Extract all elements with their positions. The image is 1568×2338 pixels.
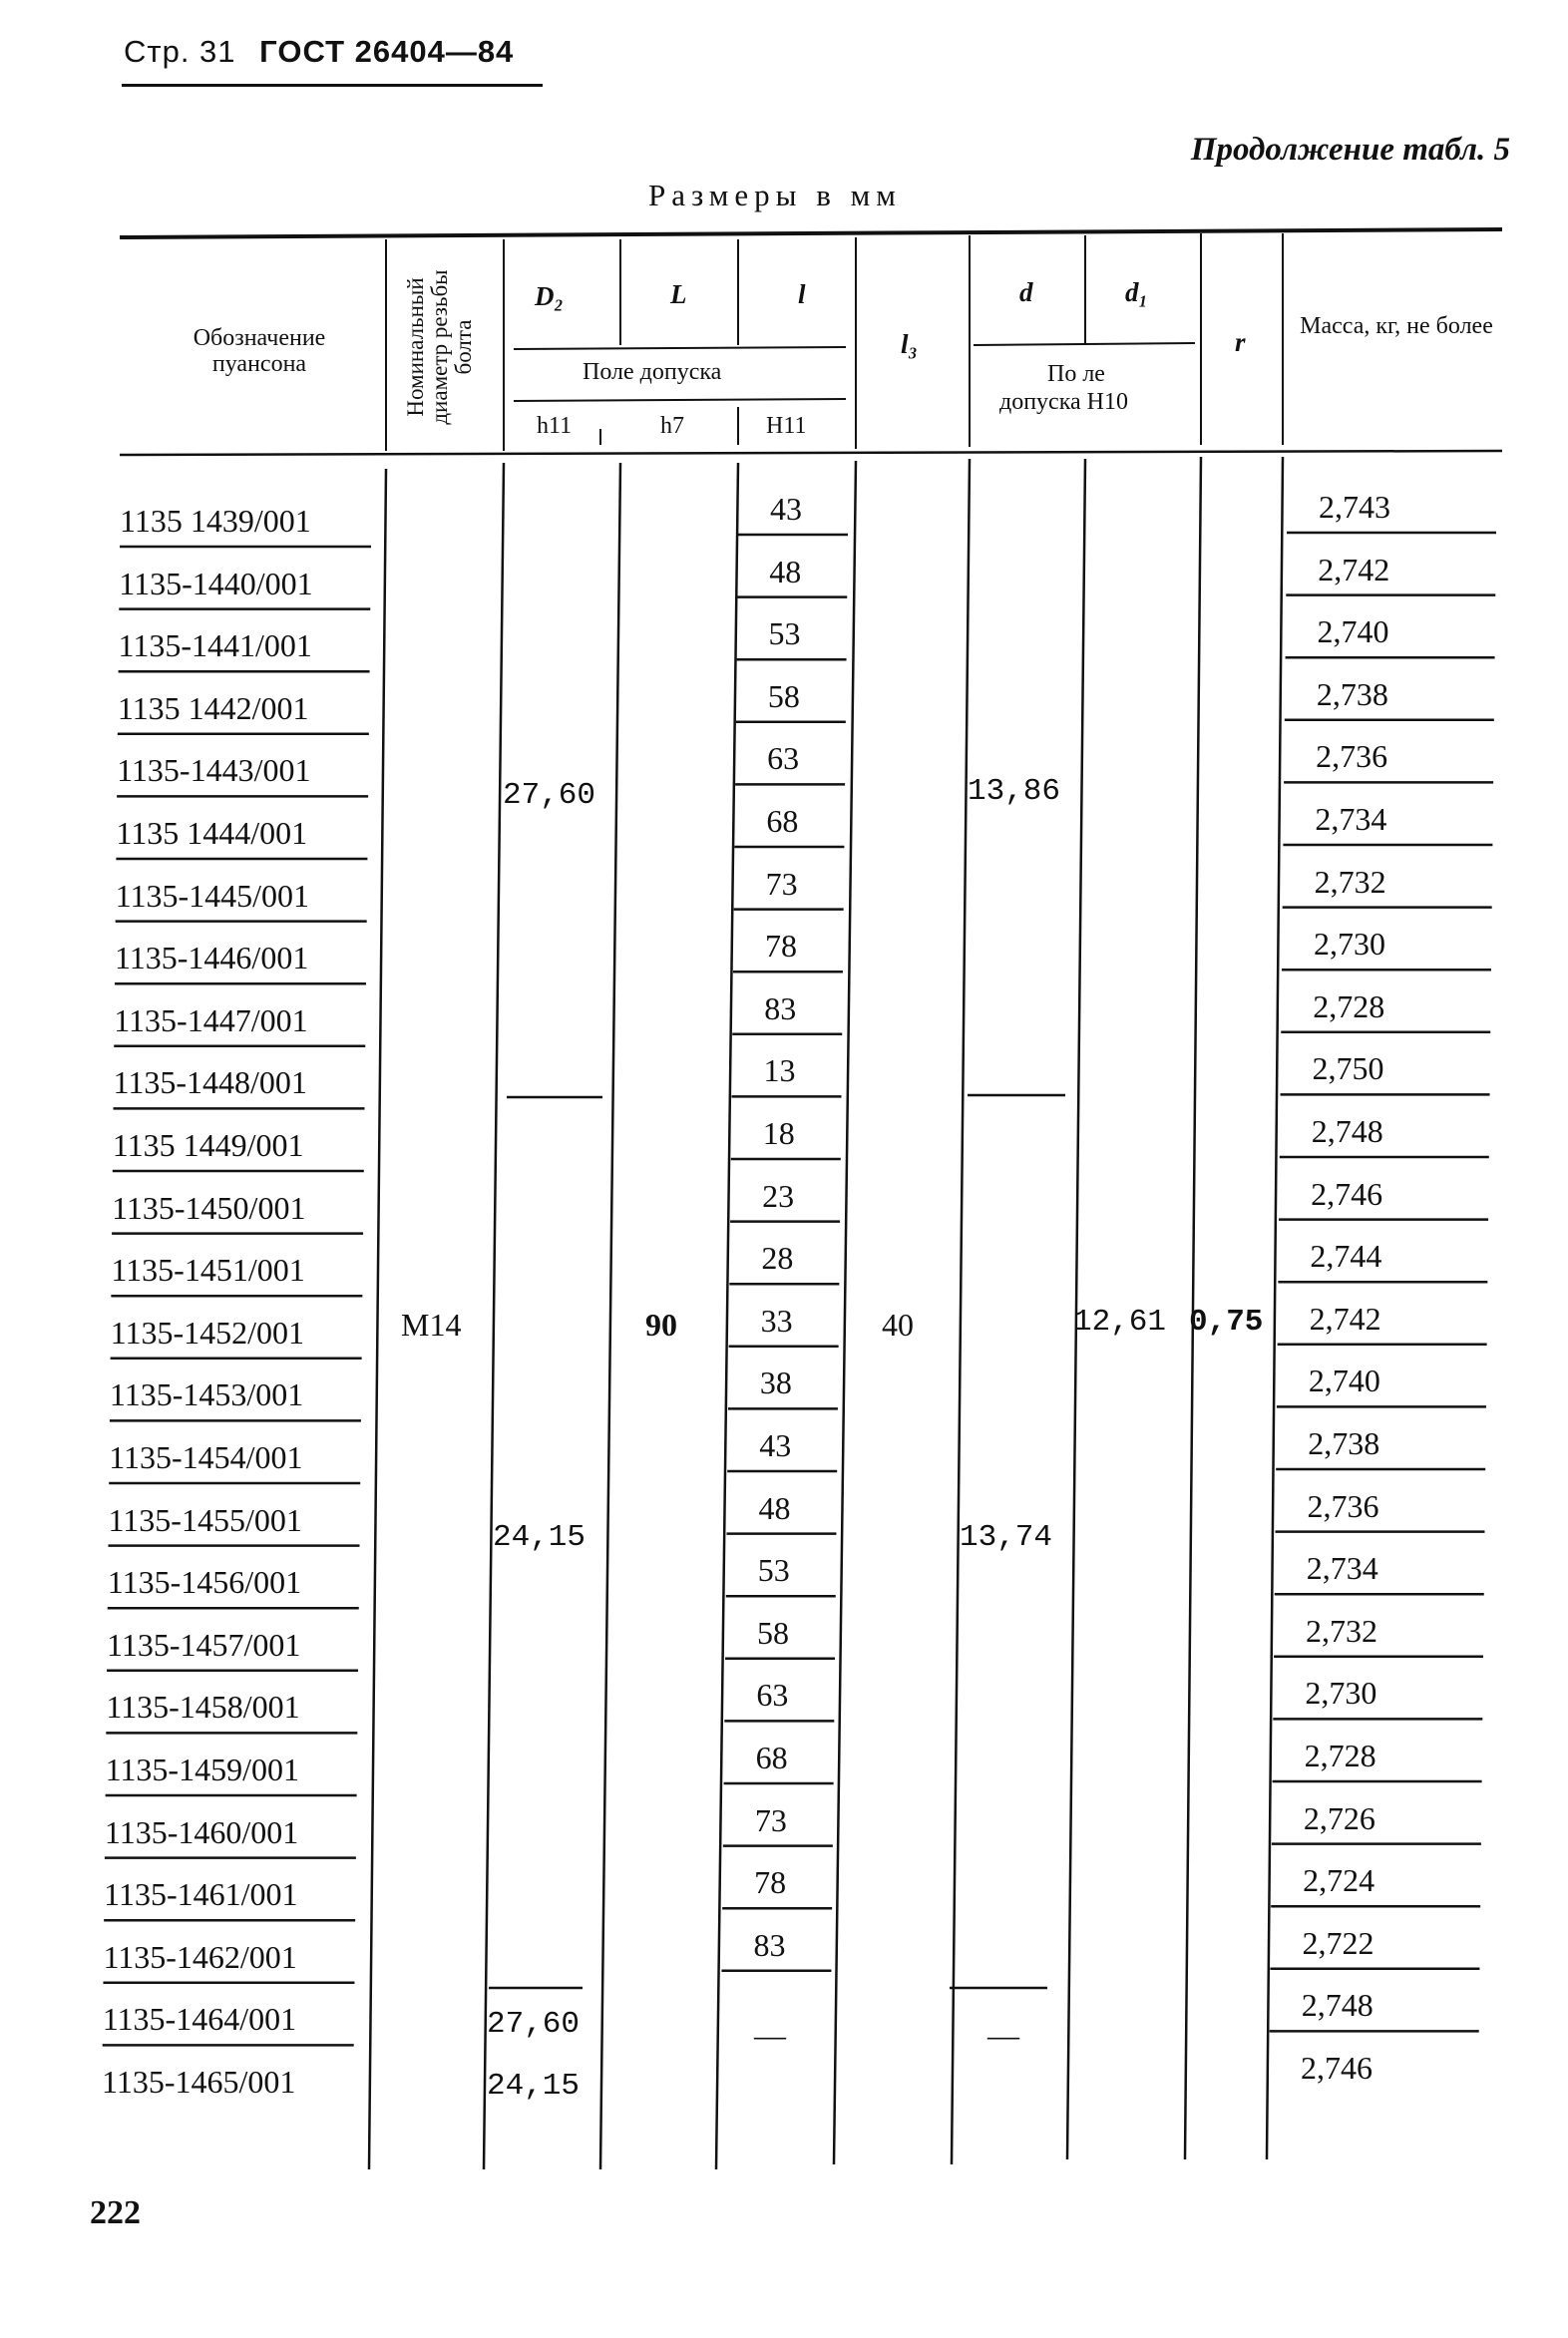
row-mass-value: 2,724: [1303, 1862, 1375, 1899]
row-mass-value: 2,730: [1313, 926, 1385, 963]
row-designation: 1135-1455/001: [108, 1501, 302, 1538]
tolerance-h11: h11: [537, 413, 573, 439]
row-mass-value: 2,744: [1310, 1238, 1382, 1275]
row-designation: 1135-1456/001: [107, 1564, 302, 1601]
D2-1464-value: 27,60: [487, 2007, 581, 2042]
tolerance-h10-line1: По ле: [1047, 361, 1105, 387]
row-mass-value: 2,730: [1305, 1675, 1377, 1712]
page-label: Стр. 31: [124, 34, 236, 69]
row-mass-value: 2,748: [1311, 1113, 1383, 1149]
row-designation: 1135-1459/001: [105, 1752, 299, 1787]
row-mass-value: 2,746: [1301, 2050, 1372, 2086]
row-designation: 1135-1460/001: [104, 1813, 299, 1850]
row-mass-value: 2,746: [1311, 1175, 1383, 1212]
row-l-value: 73: [765, 865, 798, 902]
row-designation: 1135-1457/001: [107, 1626, 301, 1663]
row-designation: 1135-1443/001: [117, 752, 311, 789]
col-header-thread-diameter: Номинальный диаметр резьбы болта: [403, 269, 476, 425]
row-mass-value: 2,738: [1316, 675, 1388, 712]
row-mass-value: 2,726: [1303, 1799, 1375, 1836]
header-rule: [122, 84, 543, 87]
row-mass-value: 2,738: [1308, 1425, 1380, 1461]
row-l-value: 43: [770, 491, 802, 527]
col-header-d1: d₁: [1125, 277, 1148, 307]
col-header-mass: Масса, кг, не более: [1300, 313, 1493, 339]
row-mass-value: 2,736: [1307, 1487, 1379, 1524]
row-mass-value: 2,743: [1319, 489, 1390, 525]
row-mass-value: 2,722: [1302, 1924, 1374, 1961]
row-l-value: 43: [759, 1427, 792, 1463]
row-l-value: 83: [764, 989, 797, 1026]
row-l-value: 48: [758, 1489, 791, 1526]
row-l-value: 78: [764, 928, 797, 965]
page-number: 222: [90, 2194, 141, 2231]
row-designation: 1135 1442/001: [117, 689, 309, 726]
row-l-value: 63: [767, 740, 800, 777]
row-mass-value: 2,732: [1314, 863, 1386, 900]
l-1464-dash: —: [754, 2017, 786, 2053]
tolerance-h10-line2: допуска H10: [999, 389, 1128, 415]
row-l-value: 73: [754, 1801, 787, 1838]
D2-group1-value: 27,60: [503, 778, 596, 813]
row-mass-value: 2,732: [1306, 1612, 1378, 1649]
row-mass-value: 2,734: [1315, 801, 1387, 837]
d1-value: 12,61: [1073, 1305, 1167, 1340]
row-designation: 1135 1444/001: [116, 815, 308, 851]
table-continuation-label: Продолжение табл. 5: [1190, 132, 1510, 168]
row-l-value: 38: [759, 1364, 792, 1401]
row-l-value: 18: [762, 1115, 795, 1151]
row-designation: 1135-1441/001: [118, 627, 312, 664]
row-mass-value: 2,748: [1301, 1987, 1373, 2024]
row-designation: 1135-1464/001: [102, 2001, 297, 2038]
row-l-value: 68: [755, 1740, 788, 1775]
row-mass-value: 2,742: [1309, 1300, 1381, 1337]
row-l-value: 58: [757, 1614, 790, 1651]
row-l-value: 83: [753, 1926, 786, 1963]
row-designation: 1135-1465/001: [102, 2064, 296, 2100]
col-header-r: r: [1235, 327, 1246, 357]
col-header-l: l: [798, 279, 806, 309]
thread-value: M14: [401, 1307, 462, 1343]
row-designation: 1135-1445/001: [115, 877, 310, 914]
row-mass-value: 2,742: [1318, 551, 1390, 587]
row-designation: 1135-1447/001: [114, 1001, 308, 1038]
row-l-value: 13: [763, 1052, 796, 1089]
page-header: [124, 34, 514, 70]
row-designation: 1135 1449/001: [112, 1127, 304, 1163]
l3-value: 40: [882, 1307, 914, 1343]
row-l-value: 78: [754, 1864, 787, 1901]
row-l-value: 23: [762, 1177, 795, 1214]
header-bottom-rule: [120, 451, 1502, 455]
row-l-value: 63: [756, 1677, 789, 1714]
tolerance-h7: h7: [660, 413, 684, 439]
col-header-L: L: [670, 279, 687, 309]
row-l-value: 53: [768, 615, 801, 652]
row-l-value: 58: [767, 677, 800, 714]
row-l-value: 33: [760, 1302, 793, 1339]
row-mass-value: 2,728: [1304, 1738, 1376, 1773]
row-designation: 1135-1462/001: [103, 1938, 297, 1975]
row-designation: 1135 1439/001: [120, 503, 311, 539]
D2-1465-value: 24,15: [487, 2069, 581, 2104]
table-top-rule: [120, 229, 1502, 237]
row-mass-value: 2,734: [1306, 1550, 1378, 1587]
tolerance-field-label: Поле допуска: [583, 359, 722, 385]
row-designation: 1135-1454/001: [109, 1439, 303, 1475]
row-designation: 1135-1451/001: [111, 1252, 305, 1289]
row-designation: 1135-1446/001: [114, 940, 309, 976]
r-value: 0,75: [1189, 1305, 1264, 1340]
row-mass-value: 2,736: [1316, 738, 1388, 775]
units-label: Размеры в мм: [648, 178, 902, 212]
row-designation: 1135-1453/001: [109, 1376, 304, 1413]
col-header-D2: D₂: [535, 281, 564, 311]
L-value: 90: [645, 1307, 677, 1343]
row-l-value: 48: [769, 553, 802, 589]
d-group1-value: 13,86: [968, 774, 1061, 809]
col-header-designation: Обозначение пуансона: [193, 325, 326, 377]
row-designation: 1135-1452/001: [110, 1314, 304, 1351]
row-mass-value: 2,728: [1313, 987, 1385, 1024]
D2-group2-value: 24,15: [493, 1520, 587, 1555]
tolerance-H11: H11: [766, 413, 807, 439]
d-group2-value: 13,74: [960, 1520, 1053, 1555]
row-l-value: 28: [761, 1240, 794, 1277]
row-l-value: 53: [757, 1552, 790, 1589]
row-mass-value: 2,750: [1312, 1050, 1384, 1087]
col-header-l3: l₃: [901, 329, 918, 359]
row-designation: 1135-1450/001: [112, 1189, 306, 1226]
row-mass-value: 2,740: [1308, 1363, 1380, 1399]
standard-number: ГОСТ 26404—84: [259, 34, 515, 69]
row-l-value: 68: [766, 803, 799, 839]
row-designation: 1135-1448/001: [113, 1064, 307, 1101]
row-mass-value: 2,740: [1317, 613, 1389, 650]
row-designation: 1135-1461/001: [104, 1876, 298, 1913]
col-header-d: d: [1019, 277, 1033, 307]
row-designation: 1135-1458/001: [106, 1689, 300, 1726]
row-designation: 1135-1440/001: [119, 565, 313, 601]
d-1464-dash: —: [987, 2017, 1019, 2053]
